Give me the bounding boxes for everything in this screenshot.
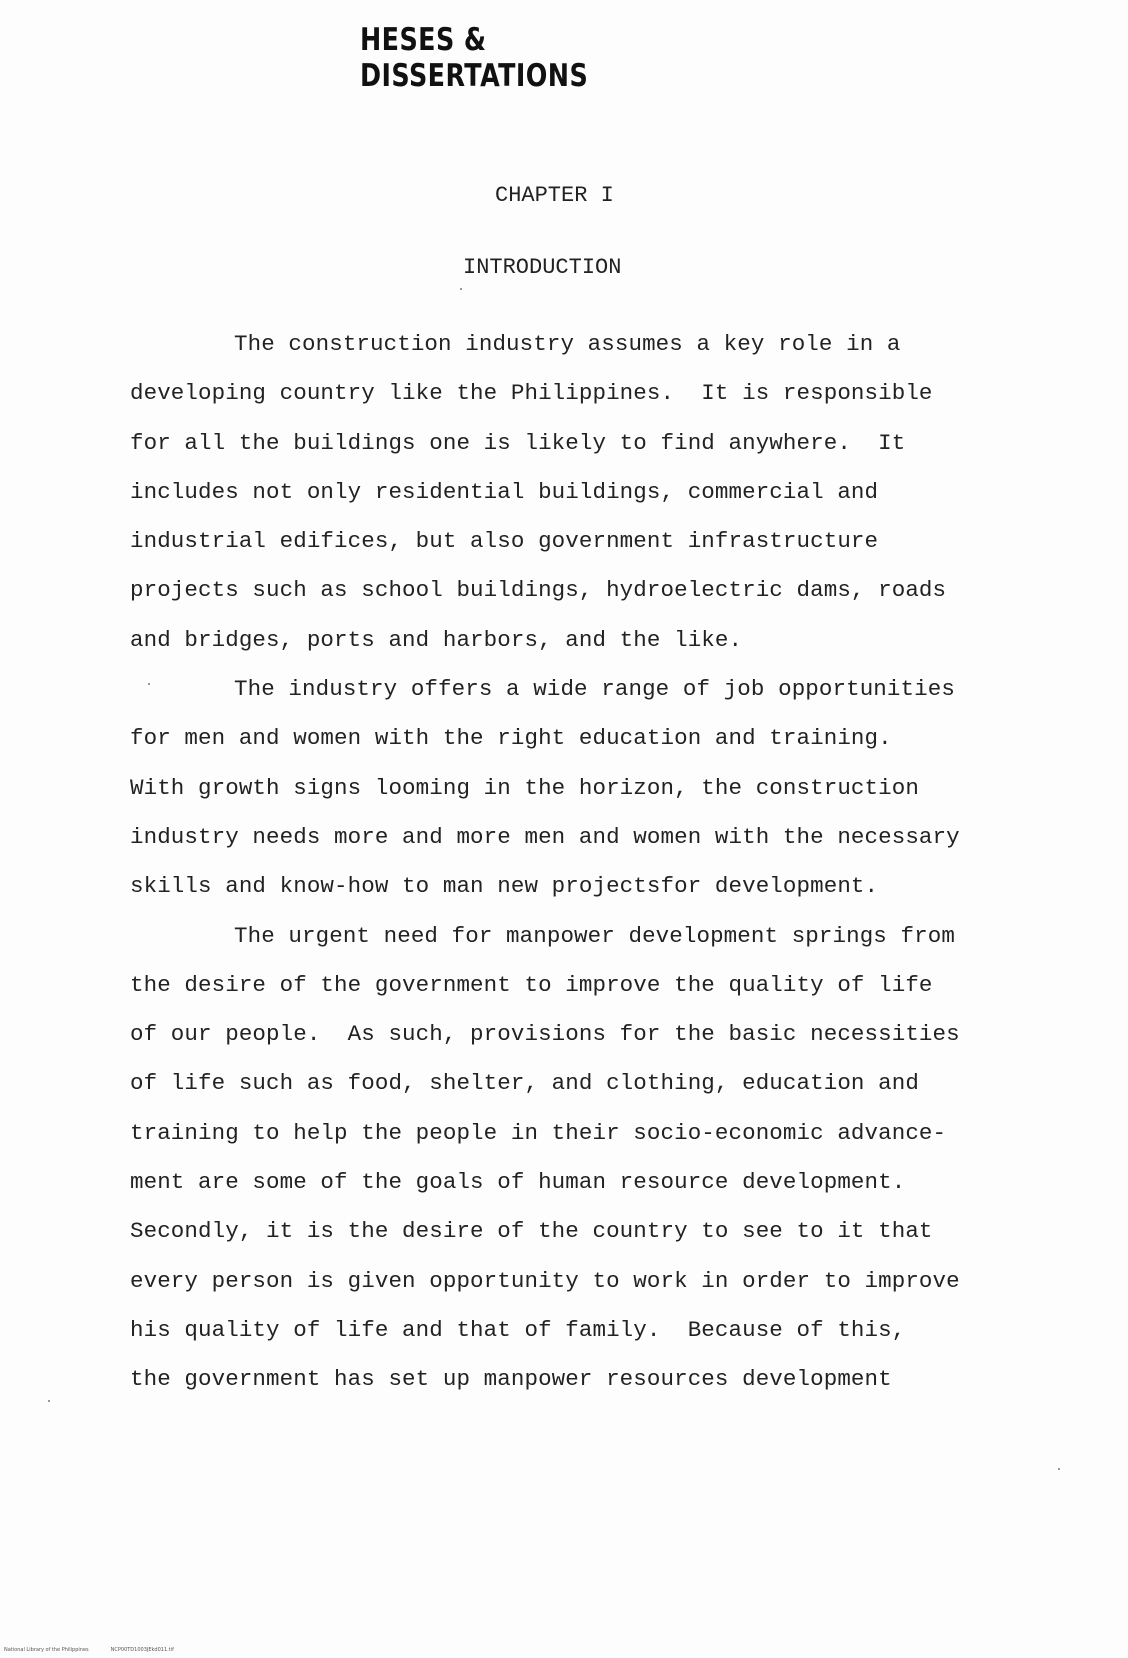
paragraph-line: developing country like the Philippines. It is responsible	[130, 380, 933, 407]
paragraph-line: skills and know-how to man new projectsfor development.	[130, 873, 879, 900]
paragraph-line: and bridges, ports and harbors, and the like.	[130, 626, 743, 653]
chapter-number: CHAPTER I	[495, 183, 614, 208]
scan-speck	[460, 288, 462, 290]
paragraph-line: of life such as food, shelter, and clothing, education and	[130, 1070, 919, 1097]
paragraph-line: With growth signs looming in the horizon, the construction	[130, 774, 919, 801]
paragraph-line: for men and women with the right education and training.	[130, 725, 892, 752]
paragraph-line: of our people. As such, provisions for the basic necessities	[130, 1021, 960, 1048]
scan-speck	[48, 1400, 50, 1402]
scan-speck	[148, 683, 150, 685]
paragraph-line: his quality of life and that of family. Because of this,	[130, 1316, 906, 1343]
paragraph-line: training to help the people in their socio-economic advance-	[130, 1119, 947, 1146]
paragraph-line: for all the buildings one is likely to find anywhere. It	[130, 429, 906, 456]
paragraph-line: Secondly, it is the desire of the country to see to it that	[130, 1218, 933, 1245]
paragraph-line: The industry offers a wide range of job opportunities	[234, 676, 955, 703]
paragraph-line: the desire of the government to improve the quality of life	[130, 971, 933, 998]
paragraph-line: includes not only residential buildings, commercial and	[130, 478, 879, 505]
theses-dissertations-stamp: HESES & DISSERTATIONS	[360, 22, 589, 94]
chapter-title: INTRODUCTION	[463, 255, 622, 280]
paragraph-line: The urgent need for manpower development springs from	[234, 922, 955, 949]
paragraph-line: projects such as school buildings, hydroelectric dams, roads	[130, 577, 947, 604]
scan-footer	[4, 1647, 196, 1653]
footer-library: National Library of the Philippines	[4, 1647, 89, 1653]
paragraph-line: ment are some of the goals of human resource development.	[130, 1169, 906, 1196]
paragraph-line: industrial edifices, but also government infrastructure	[130, 528, 879, 555]
scan-speck	[1058, 1468, 1060, 1470]
paragraph-line: the government has set up manpower resources development	[130, 1366, 892, 1393]
paragraph-line: The construction industry assumes a key role in a	[234, 331, 901, 357]
footer-file-id: NCP00TD1003JEkd011.tif	[110, 1647, 174, 1653]
body-text	[130, 320, 1080, 1405]
paragraph-line: industry needs more and more men and women with the necessary	[130, 823, 960, 850]
paragraph-line: every person is given opportunity to work in order to improve	[130, 1267, 960, 1294]
